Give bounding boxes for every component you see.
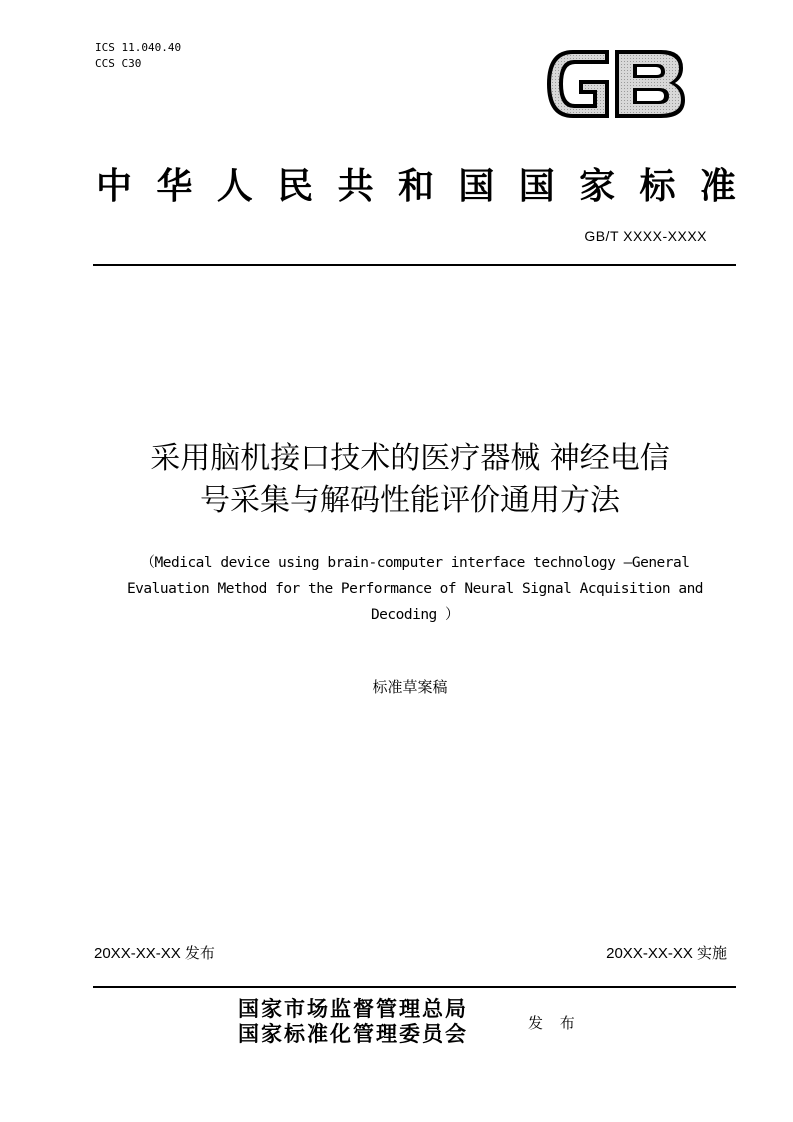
english-title-line3: Decoding ） xyxy=(370,607,460,623)
ccs-code: CCS C30 xyxy=(95,57,142,70)
document-title xyxy=(80,438,740,522)
title-char: 民 xyxy=(277,165,314,207)
issuer-samr: 国家市场监督管理总局 xyxy=(238,996,468,1021)
document-title-line2: 号采集与解码性能评价通用方法 xyxy=(200,483,620,518)
standard-number: GB/T XXXX-XXXX xyxy=(584,228,707,244)
english-title xyxy=(90,550,740,628)
title-char: 家 xyxy=(579,165,616,207)
publish-label: 发 布 xyxy=(528,1014,581,1032)
issuing-authorities xyxy=(238,996,468,1046)
gb-logo-icon xyxy=(543,46,689,122)
english-title-line2: Evaluation Method for the Performance of Neural Signal Acquisition and xyxy=(126,581,704,597)
title-char: 国 xyxy=(518,165,555,207)
title-char: 国 xyxy=(458,165,495,207)
title-char: 和 xyxy=(397,165,434,207)
title-char: 共 xyxy=(337,165,374,207)
title-char: 标 xyxy=(639,165,676,207)
title-char: 中 xyxy=(96,165,133,207)
bottom-divider xyxy=(93,986,736,988)
title-char: 人 xyxy=(216,165,253,207)
issue-date: 20XX-XX-XX 发布 xyxy=(94,945,215,962)
national-standard-title xyxy=(96,158,736,209)
classification-codes xyxy=(95,40,181,72)
implementation-date: 20XX-XX-XX 实施 xyxy=(606,945,727,962)
english-title-line1: （Medical device using brain-computer interface technology —General xyxy=(140,555,690,571)
title-char: 华 xyxy=(156,165,193,207)
issuer-sac: 国家标准化管理委员会 xyxy=(238,1021,468,1046)
draft-label: 标准草案稿 xyxy=(372,678,448,696)
top-divider xyxy=(93,264,736,266)
ics-code: ICS 11.040.40 xyxy=(95,41,182,54)
title-char: 准 xyxy=(699,165,736,207)
document-title-line1: 采用脑机接口技术的医疗器械 神经电信 xyxy=(150,441,670,476)
